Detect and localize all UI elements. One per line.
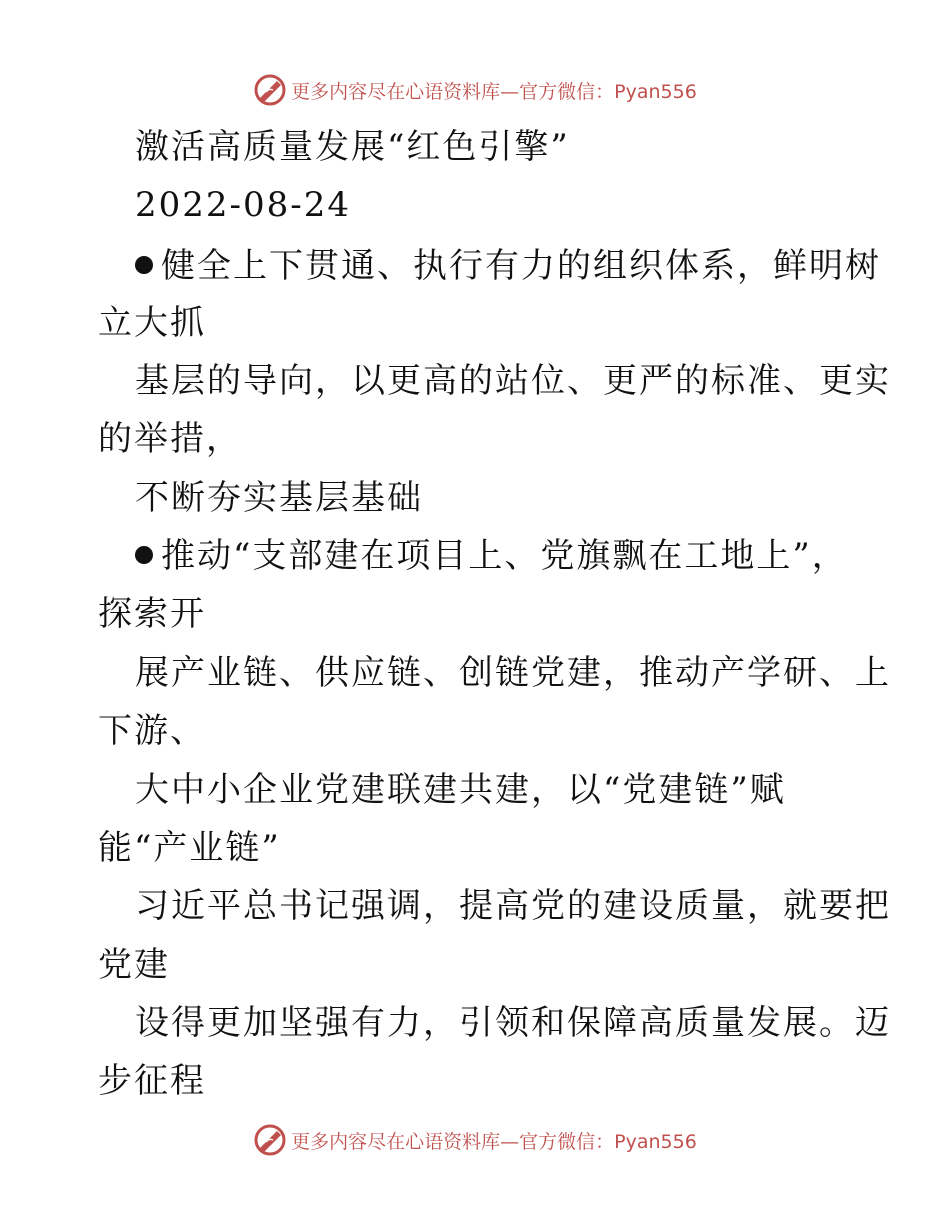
document-title: 激活高质量发展“红色引擎” [135,127,570,167]
paragraph-line: 能“产业链” [98,828,281,868]
paragraph-line: 的举措， [98,419,242,459]
bullet-icon [135,546,153,564]
paragraph-line: 展产业链、供应链、创链党建，推动产学研、上 [135,653,891,693]
paragraph-line: 立大抓 [98,303,206,343]
paragraph-text: 推动“支部建在项目上、党旗飘在工地上”， [161,536,848,576]
footer-banner-text [291,1127,697,1154]
header-banner-contact: Pyan556 [614,80,697,103]
paragraph-line [135,536,848,576]
header-banner [0,70,950,110]
paragraph-line: 大中小企业党建联建共建，以“党建链”赋 [135,770,786,810]
paragraph-line: 不断夯实基层基础 [135,478,423,518]
header-banner-text [291,77,697,104]
red-pen-seal-icon [253,73,287,107]
paragraph-line [135,246,881,286]
bullet-icon [135,256,153,274]
document-date: 2022-08-24 [135,185,352,225]
paragraph-line: 设得更加坚强有力，引领和保障高质量发展。迈 [135,1003,891,1043]
header-banner-label: 更多内容尽在心语资料库—官方微信： [291,80,615,103]
paragraph-line: 步征程 [98,1061,206,1101]
footer-banner-label: 更多内容尽在心语资料库—官方微信： [291,1130,615,1153]
red-pen-seal-icon [253,1123,287,1157]
paragraph-line: 党建 [98,945,170,985]
paragraph-line: 习近平总书记强调，提高党的建设质量，就要把 [135,886,891,926]
paragraph-line: 探索开 [98,594,206,634]
footer-banner [0,1120,950,1160]
footer-banner-contact: Pyan556 [614,1130,697,1153]
paragraph-line: 下游、 [98,711,206,751]
paragraph-text: 健全上下贯通、执行有力的组织体系，鲜明树 [161,246,881,286]
paragraph-line: 基层的导向，以更高的站位、更严的标准、更实 [135,361,891,401]
